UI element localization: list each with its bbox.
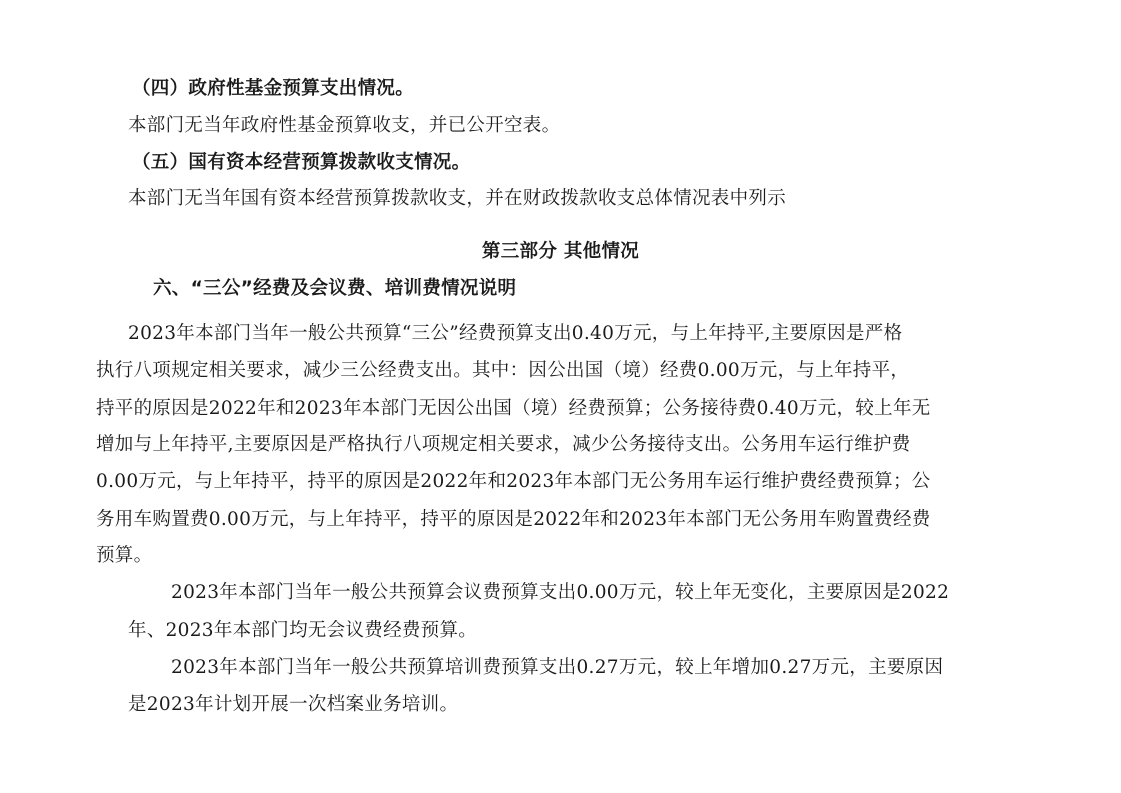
paragraph-3-line: 2023年本部门当年一般公共预算培训费预算支出0.27万元，较上年增加0.27万元，主要原因 [171, 657, 944, 678]
section-5-heading: （五）国有资本经营预算拨款收支情况。 [132, 152, 471, 173]
section-5-body: 本部门无当年国有资本经营预算拨款收支，并在财政拨款收支总体情况表中列示 [128, 188, 787, 209]
section-4-heading: （四）政府性基金预算支出情况。 [132, 78, 415, 99]
paragraph-1-line: 0.00万元，与上年持平，持平的原因是2022年和2023年本部门无公务用车运行维护费经费预算；公 [96, 471, 931, 492]
section-6-heading: 六、“三公”经费及会议费、培训费情况说明 [153, 278, 517, 299]
paragraph-2-line: 2023年本部门当年一般公共预算会议费预算支出0.00万元，较上年无变化，主要原因是2022 [171, 582, 950, 603]
paragraph-1-line: 2023年本部门当年一般公共预算“三公”经费预算支出0.40万元，与上年持平,主要原因是严格 [128, 323, 903, 344]
paragraph-1-line: 预算。 [96, 545, 153, 566]
paragraph-2-line: 年、2023年本部门均无会议费经费预算。 [128, 620, 478, 641]
paragraph-3-line: 是2023年计划开展一次档案业务培训。 [128, 694, 459, 715]
paragraph-1-line: 持平的原因是2022年和2023年本部门无因公出国（境）经费预算；公务接待费0.40万元，较上年无 [96, 398, 931, 419]
section-4-body: 本部门无当年政府性基金预算收支，并已公开空表。 [128, 115, 561, 136]
paragraph-1-line: 增加与上年持平,主要原因是严格执行八项规定相关要求，减少公务接待支出。公务用车运行维护费 [96, 434, 911, 455]
part-3-title: 第三部分 其他情况 [481, 241, 640, 262]
paragraph-1-line: 执行八项规定相关要求，减少三公经费支出。其中：因公出国（境）经费0.00万元，与上年持平， [96, 360, 910, 381]
paragraph-1-line: 务用车购置费0.00万元，与上年持平，持平的原因是2022年和2023年本部门无公务用车购置费经费 [96, 509, 931, 530]
